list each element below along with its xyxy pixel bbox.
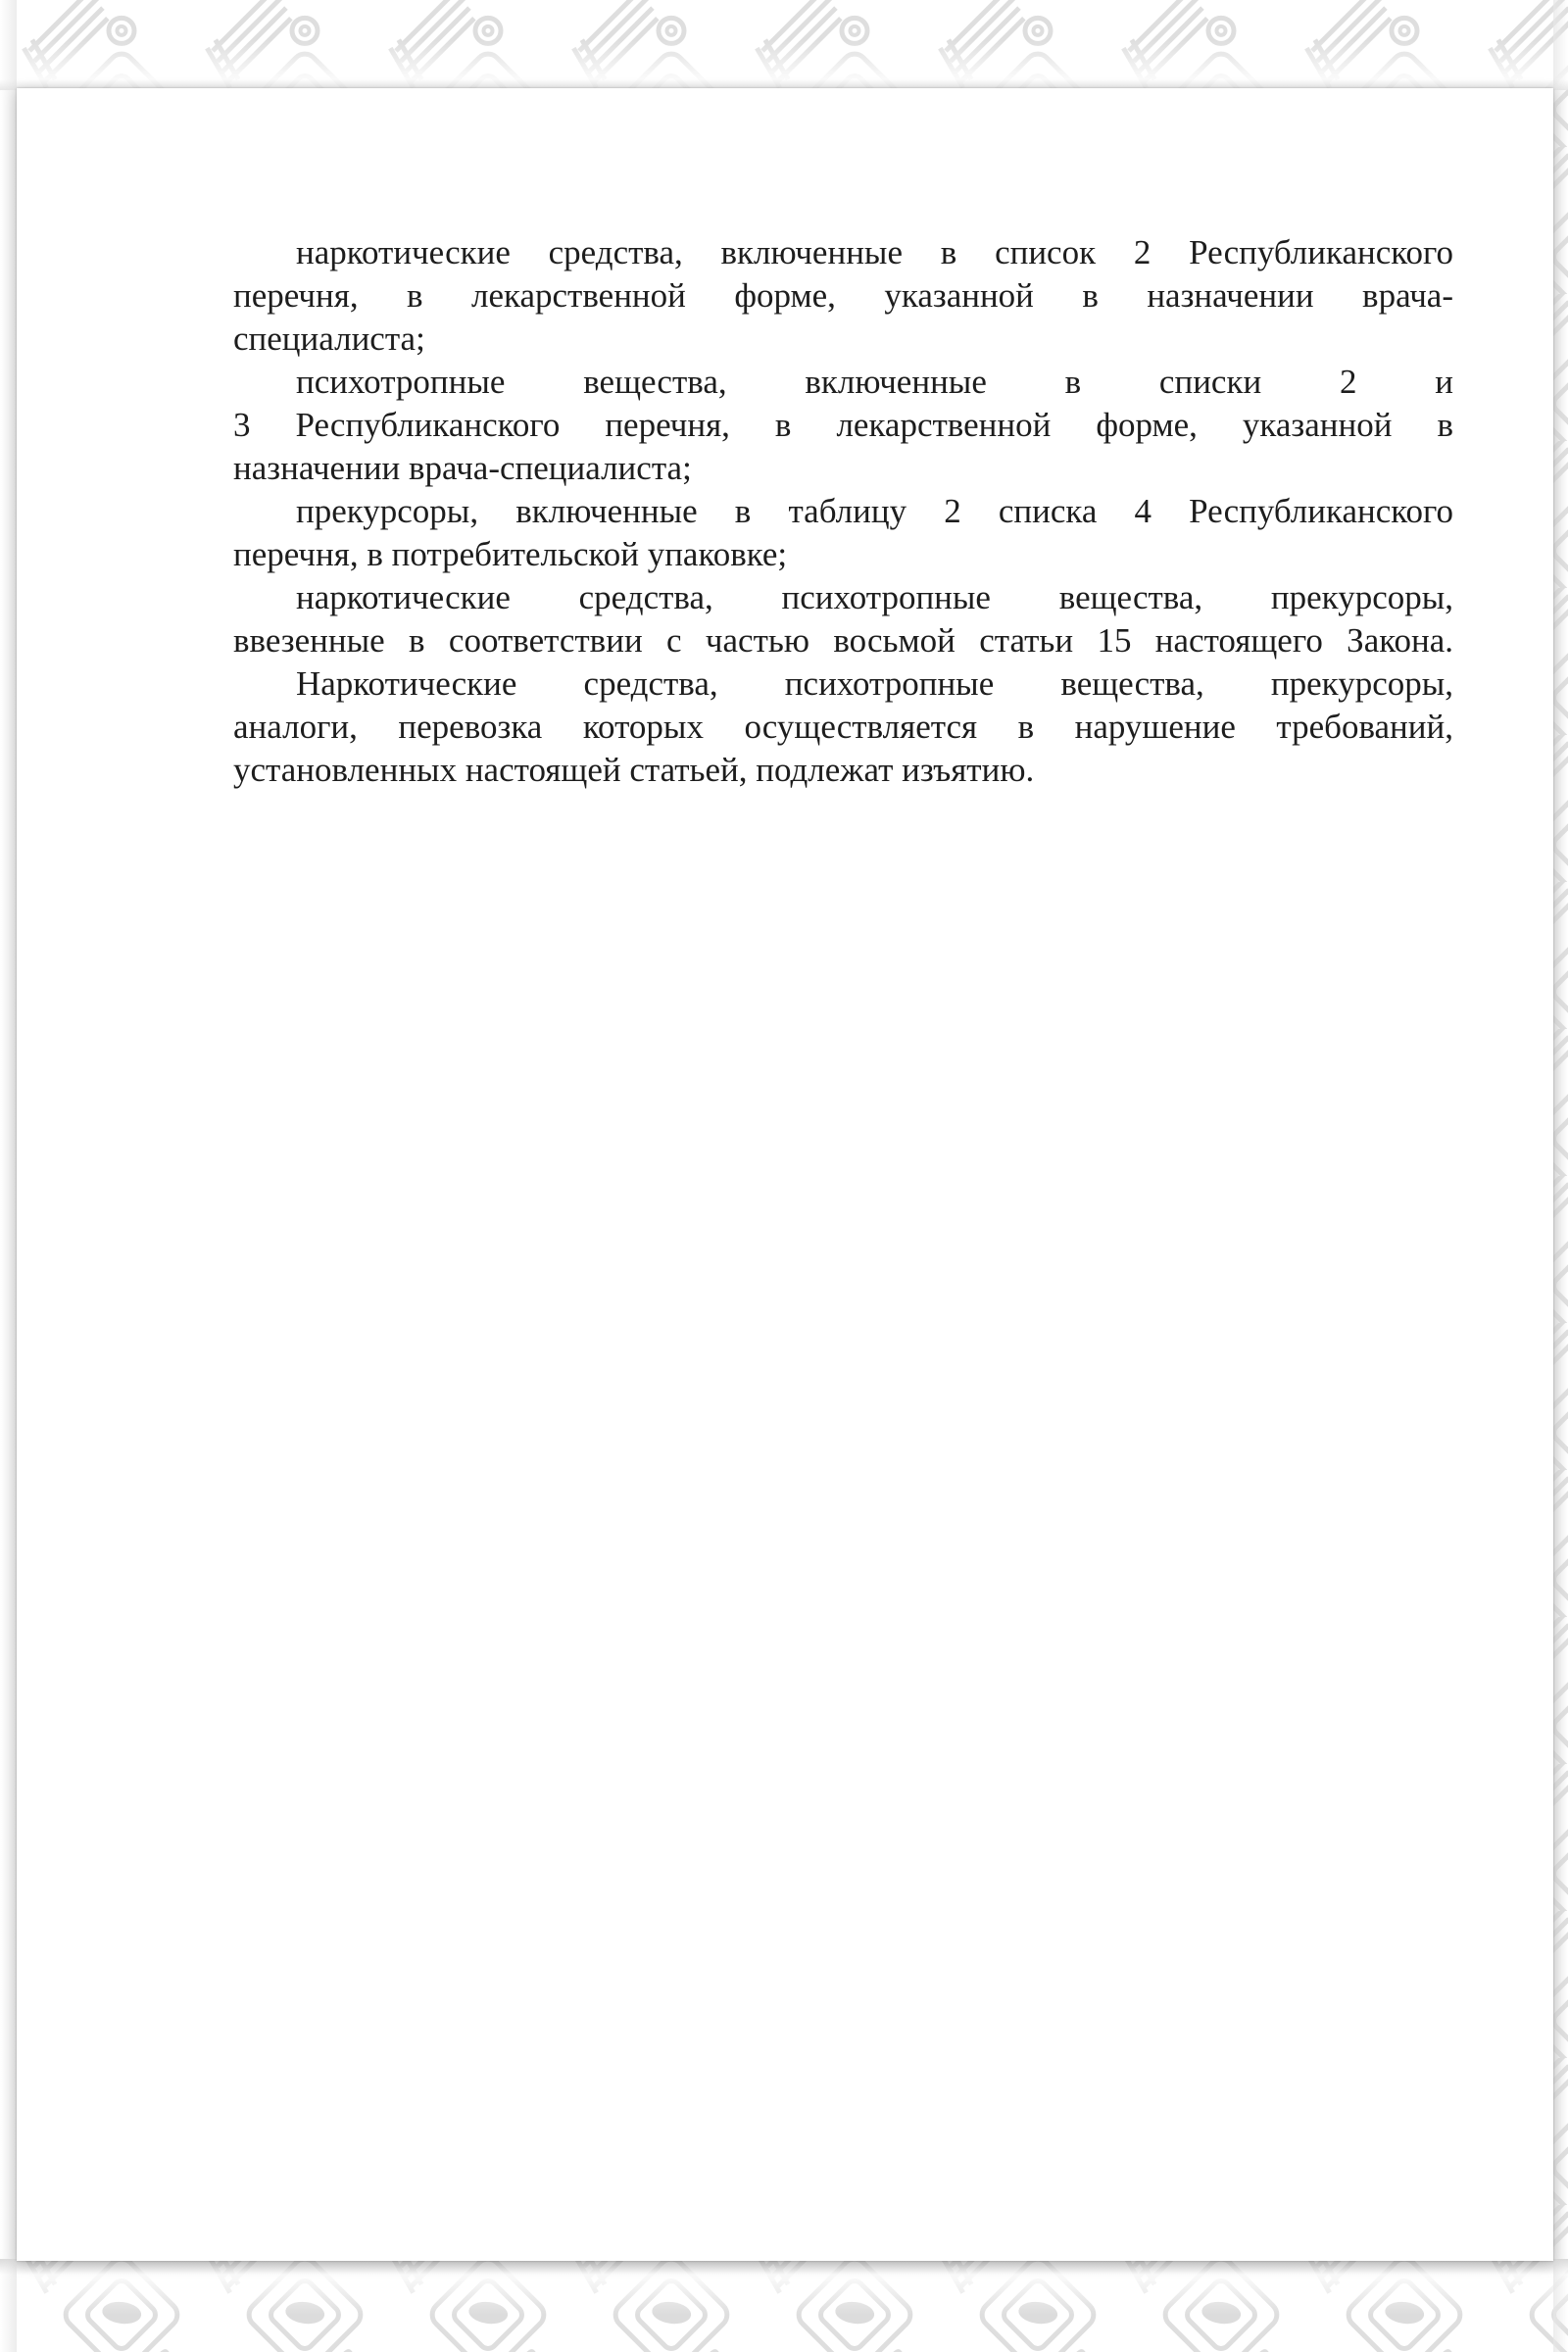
paragraph: [233, 231, 1453, 361]
text-line: аналоги, перевозка которых осуществляется в нарушение требований,: [233, 708, 1453, 746]
text-line: наркотические средства, психотропные вещества, прекурсоры,: [296, 578, 1453, 616]
pattern-fade-top: [0, 0, 1568, 90]
pattern-fade-left: [0, 0, 17, 2352]
text-line: 3 Республиканского перечня, в лекарственной форме, указанной в: [233, 406, 1453, 444]
text-line: перечня, в лекарственной форме, указанной в назначении врача-: [233, 276, 1453, 315]
text-line: наркотические средства, включенные в список 2 Республиканского: [296, 233, 1453, 271]
text-line: назначении врача-специалиста;: [233, 449, 692, 487]
paragraph: [233, 576, 1453, 662]
text-line: ввезенные в соответствии с частью восьмой статьи 15 настоящего Закона.: [233, 621, 1453, 660]
text-line: психотропные вещества, включенные в списки 2 и: [296, 363, 1453, 401]
text-line: прекурсоры, включенные в таблицу 2 списка 4 Республиканского: [296, 492, 1453, 530]
text-line: специалиста;: [233, 319, 425, 358]
document-text-block: [233, 231, 1453, 792]
text-line: Наркотические средства, психотропные вещества, прекурсоры,: [296, 664, 1453, 703]
text-line: перечня, в потребительской упаковке;: [233, 535, 788, 573]
paragraph: [233, 490, 1453, 576]
pattern-fade-right: [1553, 0, 1568, 2352]
document-page: [17, 88, 1553, 2261]
text-line: установленных настоящей статьей, подлежат изъятию.: [233, 751, 1035, 789]
pattern-fade-bottom: [0, 2259, 1568, 2352]
paragraph: [233, 662, 1453, 792]
paragraph: [233, 361, 1453, 490]
